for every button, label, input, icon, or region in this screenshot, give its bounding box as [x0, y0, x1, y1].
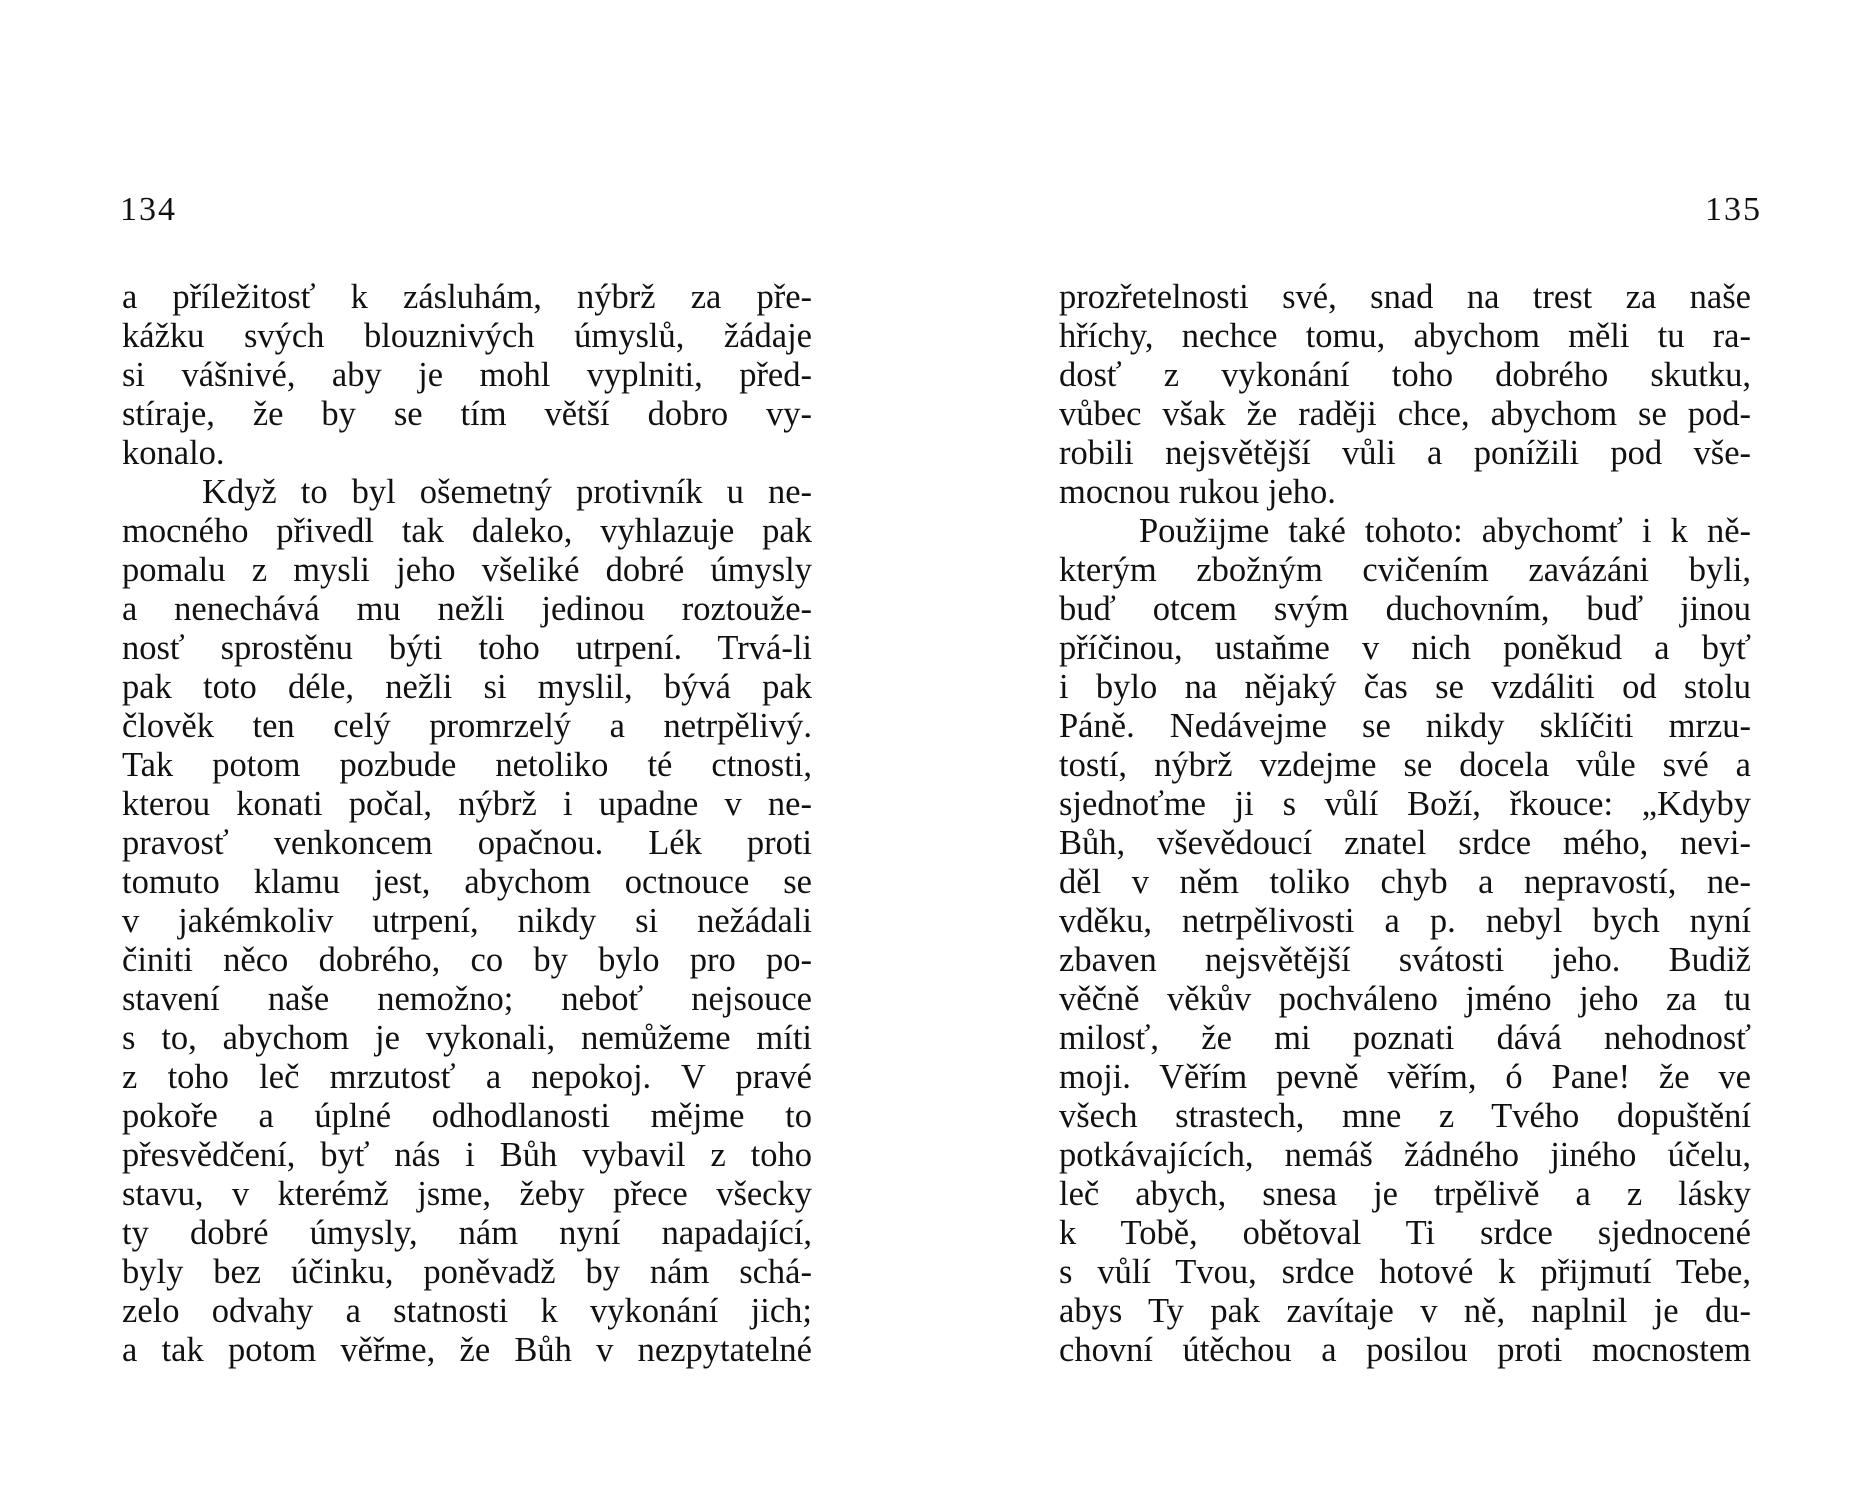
- text-line: s to, abychom je vykonali, nemůžeme míti: [122, 1019, 812, 1057]
- text-line: chovní útěchou a posilou proti mocnostem: [1059, 1331, 1751, 1369]
- page-number: 135: [1705, 191, 1762, 228]
- text-line: si vášnivé, aby je mohl vyplniti, před-: [122, 356, 812, 394]
- text-line: a tak potom věřme, že Bůh v nezpytatelné: [122, 1331, 812, 1369]
- text-line: s vůlí Tvou, srdce hotové k přijmutí Tebe,: [1059, 1253, 1751, 1291]
- text-line: a nenechává mu nežli jedinou roztouže-: [122, 590, 812, 628]
- text-line: tostí, nýbrž vzdejme se docela vůle své a: [1059, 746, 1751, 784]
- text-line: zelo odvahy a statnosti k vykonání jich;: [122, 1292, 812, 1330]
- text-line: buď otcem svým duchovním, buď jinou: [1059, 590, 1751, 628]
- text-line: nosť sprostěnu býti toho utrpení. Trvá-li: [122, 629, 812, 667]
- text-line: konalo.: [122, 434, 225, 472]
- text-line: stíraje, že by se tím větší dobro vy-: [122, 395, 812, 433]
- text-line: dosť z vykonání toho dobrého skutku,: [1059, 356, 1751, 394]
- text-line: stavení naše nemožno; neboť nejsouce: [122, 980, 812, 1018]
- body-text: [122, 278, 812, 1370]
- text-line: sjednoťme ji s vůlí Boží, řkouce: „Kdyby: [1059, 785, 1751, 823]
- text-line: moji. Věřím pevně věřím, ó Pane! že ve: [1059, 1058, 1751, 1096]
- text-line: kterou konati počal, nýbrž i upadne v ne-: [122, 785, 812, 823]
- text-line: leč abych, snesa je trpělivě a z lásky: [1059, 1175, 1751, 1213]
- text-line: mocného přivedl tak daleko, vyhlazuje pak: [122, 512, 812, 550]
- text-line: příčinou, ustaňme v nich poněkud a byť: [1059, 629, 1751, 667]
- text-line: činiti něco dobrého, co by bylo pro po-: [122, 941, 812, 979]
- text-line: kážku svých blouznivých úmyslů, žádaje: [122, 317, 812, 355]
- text-line: kterým zbožným cvičením zavázáni byli,: [1059, 551, 1751, 589]
- text-line: Páně. Nedávejme se nikdy sklíčiti mrzu-: [1059, 707, 1751, 745]
- body-text: [1059, 278, 1751, 1370]
- text-line: stavu, v kterémž jsme, žeby přece všecky: [122, 1175, 812, 1213]
- text-line: hříchy, nechce tomu, abychom měli tu ra-: [1059, 317, 1751, 355]
- text-line: milosť, že mi poznati dává nehodnosť: [1059, 1019, 1751, 1057]
- text-line: všech strastech, mne z Tvého dopuštění: [1059, 1097, 1751, 1135]
- page-number: 134: [120, 191, 177, 228]
- text-line: pokoře a úplné odhodlanosti mějme to: [122, 1097, 812, 1135]
- text-line: byly bez účinku, poněvadž by nám schá-: [122, 1253, 812, 1291]
- text-line: přesvědčení, byť nás i Bůh vybavil z toho: [122, 1136, 812, 1174]
- text-line: tomuto klamu jest, abychom octnouce se: [122, 863, 812, 901]
- text-line: Tak potom pozbude netoliko té ctnosti,: [122, 746, 812, 784]
- text-line: zbaven nejsvětější svátosti jeho. Budiž: [1059, 941, 1751, 979]
- text-line: a příležitosť k zásluhám, nýbrž za pře-: [122, 278, 812, 316]
- text-line: k Tobě, obětoval Ti srdce sjednocené: [1059, 1214, 1751, 1252]
- text-line: abys Ty pak zavítaje v ně, naplnil je du-: [1059, 1292, 1751, 1330]
- text-line: ty dobré úmysly, nám nyní napadající,: [122, 1214, 812, 1252]
- text-line: robili nejsvětější vůli a ponížili pod vše-: [1059, 434, 1751, 472]
- text-line: i bylo na nějaký čas se vzdáliti od stolu: [1059, 668, 1751, 706]
- right-page: [927, 0, 1854, 1500]
- text-line: vděku, netrpělivosti a p. nebyl bych nyní: [1059, 902, 1751, 940]
- text-line: člověk ten celý promrzelý a netrpělivý.: [122, 707, 812, 745]
- text-line: z toho leč mrzutosť a nepokoj. V pravé: [122, 1058, 812, 1096]
- text-line: v jakémkoliv utrpení, nikdy si nežádali: [122, 902, 812, 940]
- text-line: věčně věkův pochváleno jméno jeho za tu: [1059, 980, 1751, 1018]
- text-line: potkávajících, nemáš žádného jiného účelu,: [1059, 1136, 1751, 1174]
- text-line: Když to byl ošemetný protivník u ne-: [202, 473, 812, 511]
- text-line: mocnou rukou jeho.: [1059, 473, 1336, 511]
- text-line: pomalu z mysli jeho všeliké dobré úmysly: [122, 551, 812, 589]
- text-line: děl v něm toliko chyb a nepravostí, ne-: [1059, 863, 1751, 901]
- text-line: Bůh, vševědoucí znatel srdce mého, nevi-: [1059, 824, 1751, 862]
- text-line: prozřetelnosti své, snad na trest za naše: [1059, 278, 1751, 316]
- text-line: vůbec však že raději chce, abychom se pod-: [1059, 395, 1751, 433]
- text-line: pravosť venkoncem opačnou. Lék proti: [122, 824, 812, 862]
- text-line: Použijme také tohoto: abychomť i k ně-: [1139, 512, 1751, 550]
- text-line: pak toto déle, nežli si myslil, bývá pak: [122, 668, 812, 706]
